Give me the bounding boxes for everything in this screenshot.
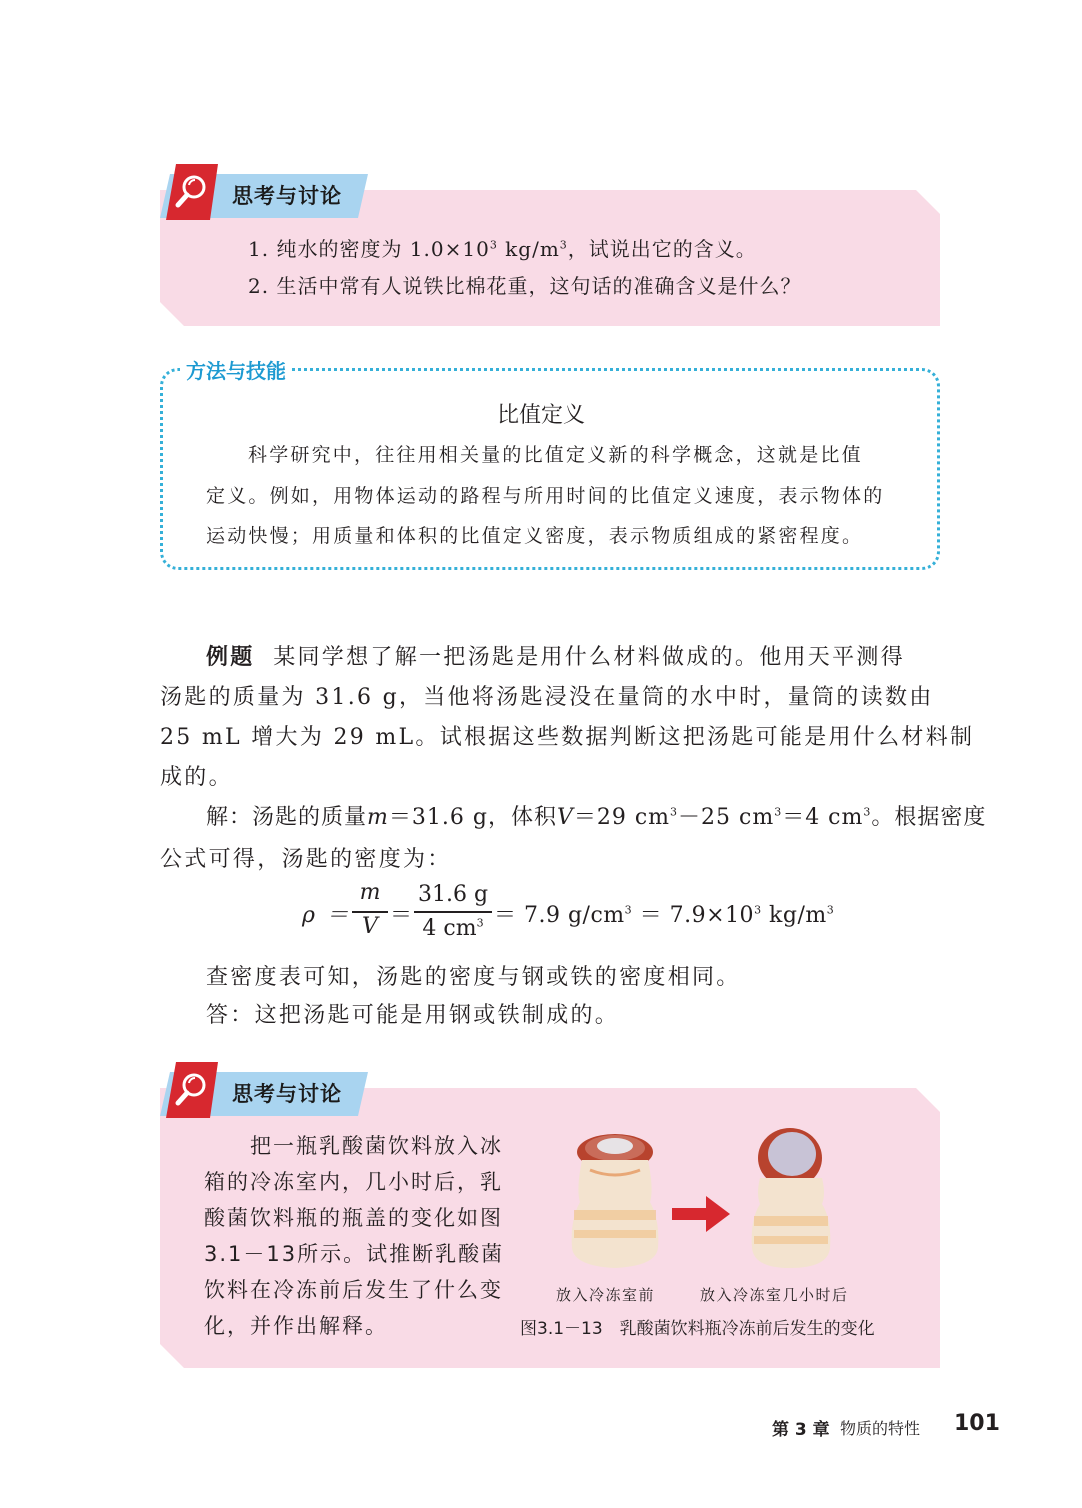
- solution-line-3: 查密度表可知，汤匙的密度与钢或铁的密度相同。: [206, 965, 741, 990]
- solution-line: 解：汤匙的质量m＝31.6 g，体积V＝29 $cm^3-25$ $cm^3=4$ $cm^3$。根据密度: [206, 805, 987, 830]
- magnifier-icon: [174, 1070, 210, 1108]
- discussion-title-1: 思考与讨论: [232, 184, 342, 208]
- formula-frac1-bar: [352, 911, 388, 913]
- method-line-1: 科学研究中，往往用相关量的比值定义新的科学概念，这就是比值: [248, 444, 863, 466]
- discussion2-line-3: 酸菌饮料瓶的瓶盖的变化如图: [204, 1206, 503, 1230]
- footer-chapter: 第 3 章: [772, 1420, 830, 1440]
- discussion-tag-1: [160, 164, 370, 220]
- example-line-4: 成的。: [160, 765, 233, 790]
- method-label: 方法与技能: [180, 355, 292, 384]
- solution-line-2: 公式可得，汤匙的密度为：: [160, 847, 452, 872]
- page-number: 101: [954, 1411, 1000, 1436]
- footer-chapter-title: 物质的特性: [840, 1419, 921, 1438]
- formula-result: ＝ 7.9 $g/cm^3 = 7.9\times 10^3$ $kg/m^3$: [494, 903, 835, 928]
- method-line-2: 定义。例如，用物体运动的路程与所用时间的比值定义速度，表示物体的: [206, 485, 885, 507]
- formula-frac1-den: V: [362, 914, 378, 939]
- discussion-title-2: 思考与讨论: [232, 1082, 342, 1106]
- bottle-before-image: [560, 1130, 670, 1270]
- formula-rho: ρ ＝: [302, 903, 351, 928]
- formula-frac1-num: m: [359, 880, 381, 905]
- discussion-question-2: 2. 生活中常有人说铁比棉花重，这句话的准确含义是什么？: [248, 274, 802, 298]
- example-line-3: 25 mL 增大为 29 mL。试根据这些数据判断这把汤匙可能是用什么材料制: [160, 725, 975, 750]
- example-line-1: 例题 某同学想了解一把汤匙是用什么材料做成的。他用天平测得: [206, 645, 906, 670]
- magnifier-icon: [174, 172, 210, 210]
- discussion2-line-6: 化，并作出解释。: [204, 1314, 388, 1338]
- formula-frac2-num: 31.6 g: [417, 882, 489, 907]
- bottle-after-image: [740, 1124, 840, 1270]
- discussion2-line-4: 3.1－13所示。试推断乳酸菌: [204, 1242, 505, 1266]
- discussion-tag-2: [160, 1062, 370, 1118]
- label-before: 放入冷冻室前: [556, 1286, 656, 1304]
- discussion2-line-5: 饮料在冷冻前后发生了什么变: [204, 1278, 503, 1302]
- discussion2-line-2: 箱的冷冻室内，几小时后，乳: [204, 1170, 503, 1194]
- example-label: 例题: [206, 645, 255, 670]
- example-line-2: 汤匙的质量为 31.6 g，当他将汤匙浸没在量筒的水中时，量筒的读数由: [160, 685, 934, 710]
- formula-eq: ＝: [390, 903, 415, 928]
- method-title: 比值定义: [496, 403, 585, 428]
- arrow-icon: [672, 1196, 732, 1232]
- method-line-3: 运动快慢；用质量和体积的比值定义密度，表示物质组成的紧密程度。: [206, 525, 864, 547]
- label-after: 放入冷冻室几小时后: [700, 1286, 849, 1304]
- discussion2-line-1: 把一瓶乳酸菌饮料放入冰: [250, 1134, 503, 1158]
- figure-caption: 图3.1－13 乳酸菌饮料瓶冷冻前后发生的变化: [520, 1319, 875, 1339]
- formula-frac2-bar: [414, 911, 492, 913]
- formula-frac2-den: 4 $cm^3$: [422, 916, 484, 941]
- discussion-question-1: 1. 纯水的密度为 $1.0\times 10^3$ $kg/m^3$，试说出它的含义。: [248, 237, 757, 261]
- answer-line: 答：这把汤匙可能是用钢或铁制成的。: [206, 1003, 620, 1028]
